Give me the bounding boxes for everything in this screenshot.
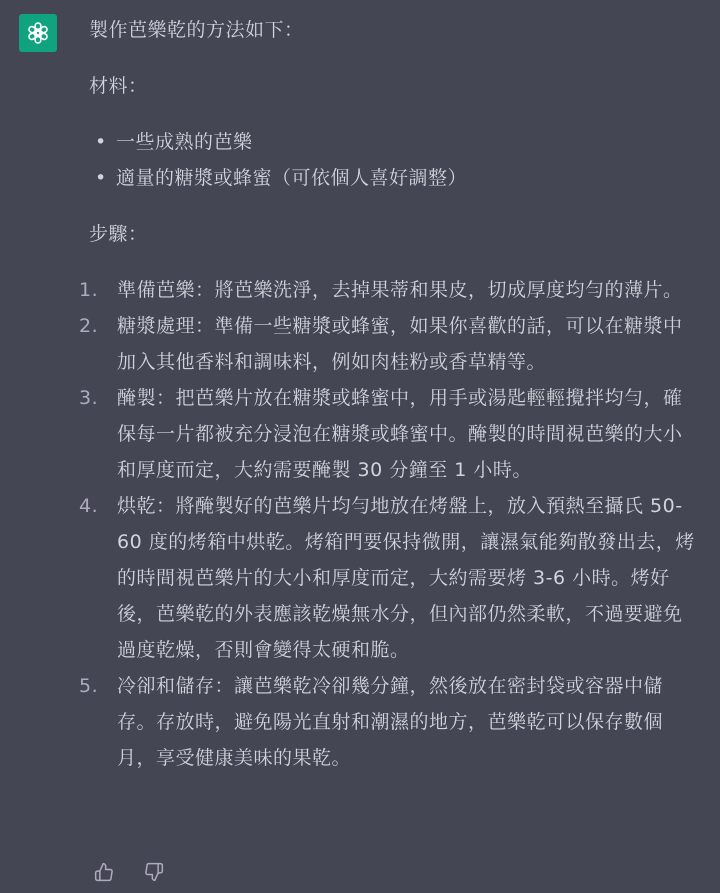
material-text: 一些成熟的芭樂 — [116, 131, 253, 153]
step-item — [79, 272, 699, 308]
materials-list — [89, 124, 709, 196]
steps-title: 步驟： — [89, 223, 148, 245]
thumbs-down-icon — [144, 862, 164, 882]
bullet-icon: • — [95, 131, 107, 153]
bullet-icon: • — [95, 167, 107, 189]
step-number: 2. — [79, 315, 99, 337]
assistant-message — [79, 12, 709, 776]
step-text: 冷卻和儲存：讓芭樂乾冷卻幾分鐘，然後放在密封袋或容器中儲存。存放時，避免陽光直射和潮濕的地方，芭樂乾可以保存數個月，享受健康美味的果乾。 — [117, 675, 664, 769]
list-item — [89, 124, 709, 160]
step-text: 醃製：把芭樂片放在糖漿或蜂蜜中，用手或湯匙輕輕攪拌均勻，確保每一片都被充分浸泡在糖漿或蜂蜜中。醃製的時間視芭樂的大小和厚度而定，大約需要醃製 30 分鐘至 1 小時。 — [117, 387, 683, 481]
step-number: 3. — [79, 387, 99, 409]
step-text: 糖漿處理：準備一些糖漿或蜂蜜，如果你喜歡的話，可以在糖漿中加入其他香料和調味料，例如肉桂粉或香草精等。 — [117, 315, 683, 373]
feedback-bar — [92, 860, 166, 884]
step-item — [79, 308, 699, 380]
like-button[interactable] — [92, 860, 116, 884]
openai-logo-icon — [25, 20, 51, 46]
materials-title: 材料： — [89, 75, 148, 97]
step-item — [79, 668, 699, 776]
dislike-button[interactable] — [142, 860, 166, 884]
step-text: 烘乾：將醃製好的芭樂片均勻地放在烤盤上，放入預熱至攝氏 50-60 度的烤箱中烘乾。烤箱門要保持微開，讓濕氣能夠散發出去，烤的時間視芭樂片的大小和厚度而定，大約需要烤 3-6 小時。烤好後，芭樂乾的外表應該乾燥無水分，但內部仍然柔軟，不過要避免過度乾燥，否則會變得太硬和脆。 — [117, 495, 695, 661]
steps-list — [79, 272, 699, 776]
assistant-avatar — [19, 14, 57, 52]
step-number: 5. — [79, 675, 99, 697]
step-item — [79, 380, 699, 488]
list-item — [89, 160, 709, 196]
step-text: 準備芭樂：將芭樂洗淨，去掉果蒂和果皮，切成厚度均勻的薄片。 — [117, 279, 683, 301]
step-number: 1. — [79, 279, 99, 301]
message-intro: 製作芭樂乾的方法如下： — [89, 19, 304, 41]
material-text: 適量的糖漿或蜂蜜（可依個人喜好調整） — [116, 167, 468, 189]
step-number: 4. — [79, 495, 99, 517]
thumbs-up-icon — [94, 862, 114, 882]
step-item — [79, 488, 699, 668]
